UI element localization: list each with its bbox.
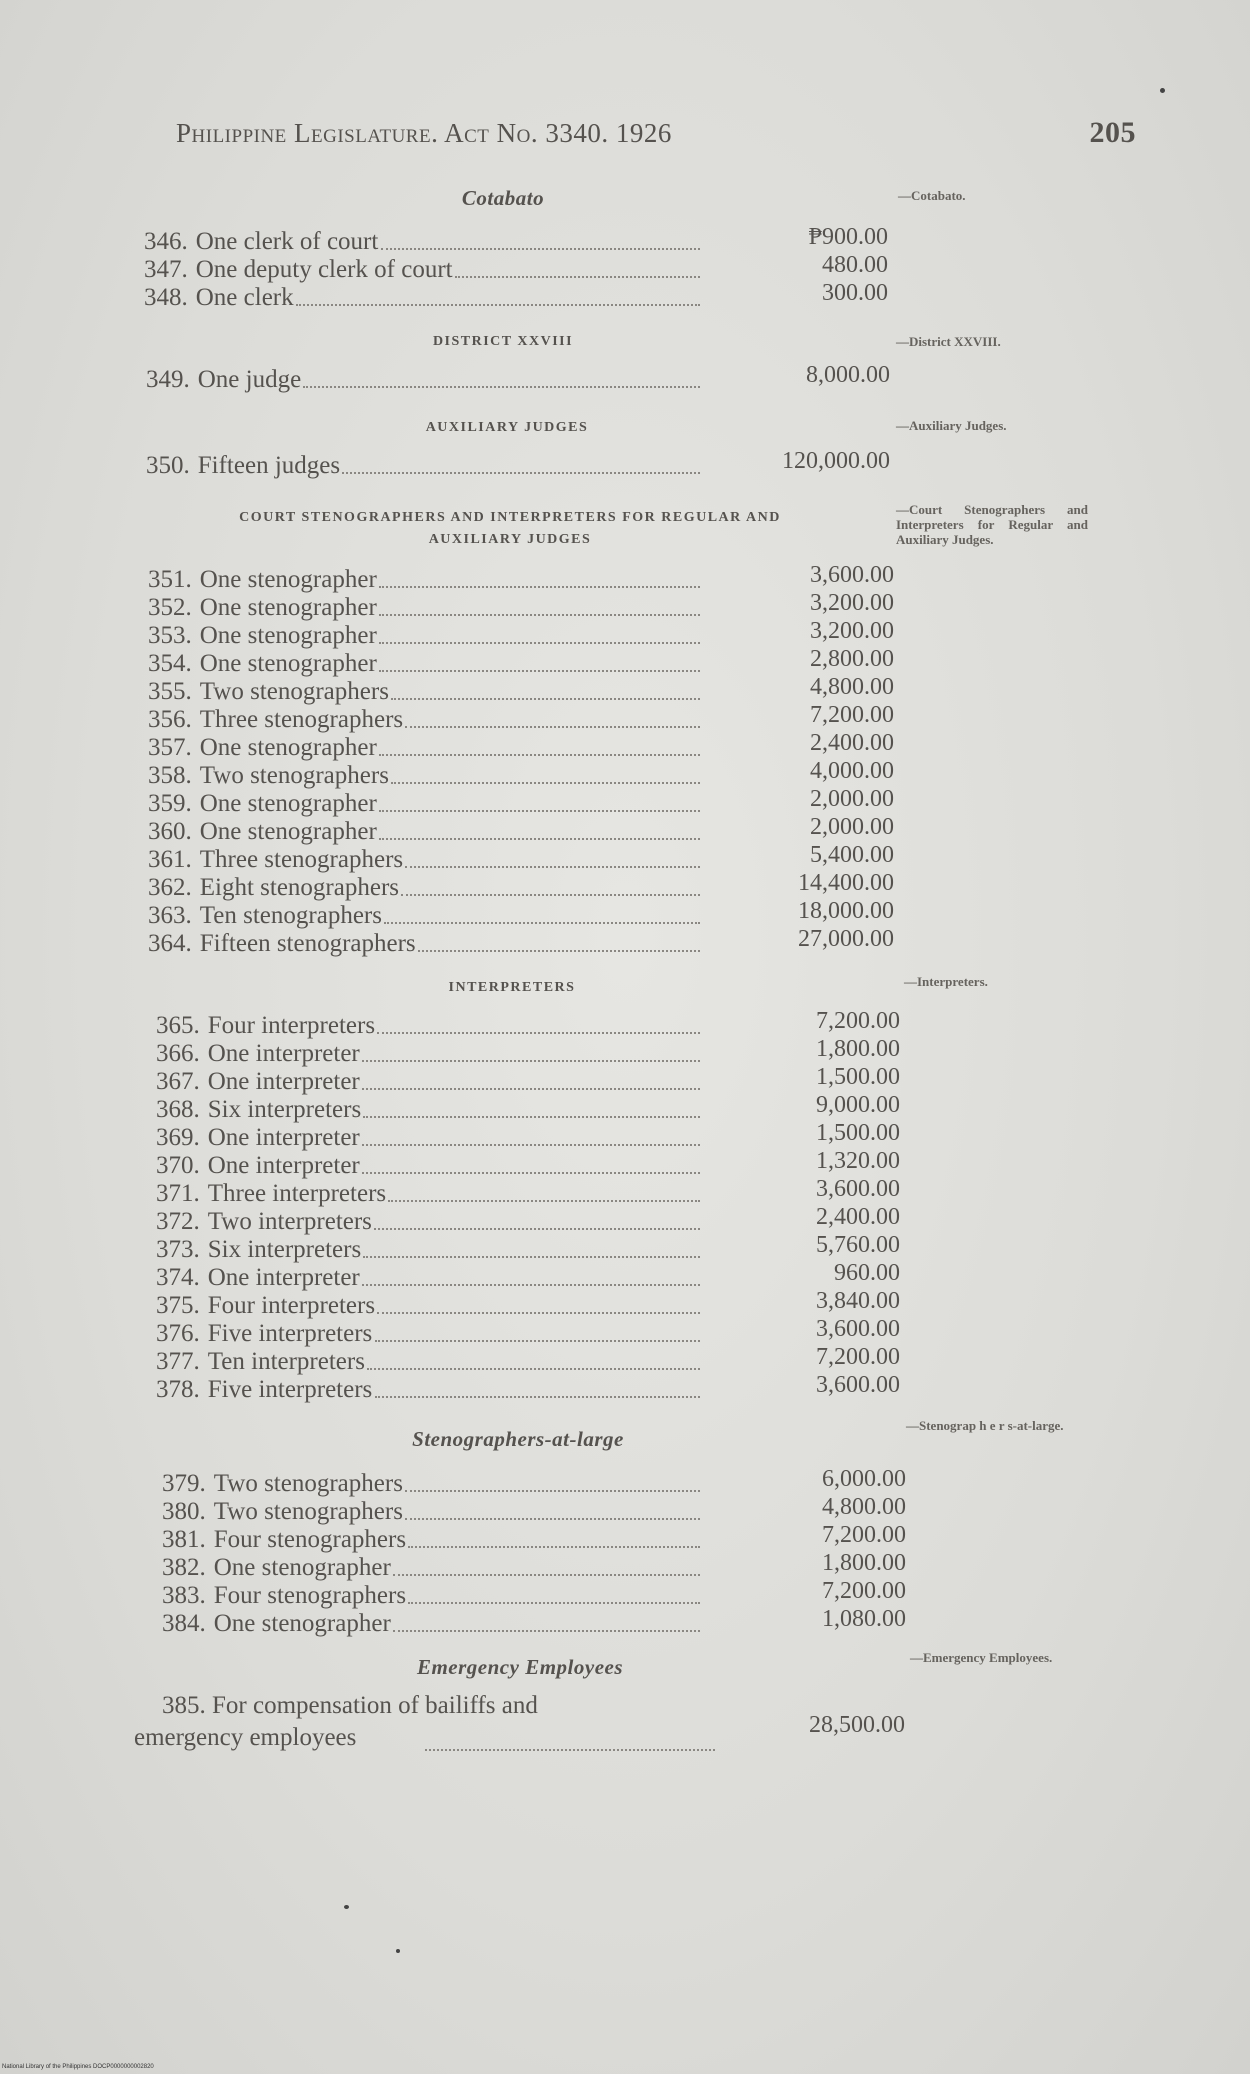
item-amount: 6,000.00 (822, 1466, 906, 1492)
table-row (148, 762, 710, 790)
table-row (156, 1236, 710, 1264)
item-amount: 1,800.00 (816, 1036, 900, 1062)
item-label: One interpreter (207, 1152, 360, 1179)
page-number: 205 (1089, 116, 1136, 149)
item-label: Three interpreters (207, 1180, 387, 1207)
item-number: 367. (156, 1068, 200, 1095)
item-amount: 1,080.00 (822, 1606, 906, 1632)
dot-leader (375, 1396, 700, 1398)
dot-leader (379, 614, 700, 616)
item-label: Four stenographers (213, 1526, 407, 1553)
table-row (148, 566, 710, 594)
heading-line-1: COURT STENOGRAPHERS AND INTERPRETERS FOR REGULAR AND (239, 510, 781, 525)
dot-leader (391, 698, 700, 700)
scan-speck (1160, 88, 1165, 93)
item-label: Four stenographers (213, 1582, 407, 1609)
item-number: 354. (148, 650, 192, 677)
dot-leader (408, 1546, 700, 1548)
dot-leader (379, 670, 700, 672)
table-row (162, 1582, 710, 1610)
item-label: One stenographer (199, 622, 377, 649)
dot-leader (405, 1490, 700, 1492)
section-heading-cotabato: Cotabato (461, 186, 545, 210)
item-amount: 7,200.00 (816, 1344, 900, 1370)
item-label: Three stenographers (199, 706, 404, 733)
item-amount: 7,200.00 (822, 1578, 906, 1604)
item-number: 382. (162, 1554, 206, 1581)
table-row (148, 846, 710, 874)
item-number: 357. (148, 734, 192, 761)
item-amount: 2,400.00 (810, 730, 894, 756)
item-amount: 4,800.00 (822, 1494, 906, 1520)
item-number: 361. (148, 846, 192, 873)
item-label: Eight stenographers (199, 874, 400, 901)
item-number: 366. (156, 1040, 200, 1067)
table-row (156, 1376, 710, 1404)
item-label: Two stenographers (199, 762, 389, 789)
item-number: 365. (156, 1012, 200, 1039)
dot-leader (362, 1088, 700, 1090)
table-row (148, 902, 710, 930)
item-amount: 3,200.00 (810, 618, 894, 644)
item-number: 362. (148, 874, 192, 901)
item-number: 373. (156, 1236, 200, 1263)
dot-leader (405, 866, 700, 868)
dot-leader (303, 386, 700, 388)
item-label: One interpreter (207, 1124, 360, 1151)
table-row (146, 366, 710, 394)
table-row (144, 284, 710, 312)
item-amount: 7,200.00 (822, 1522, 906, 1548)
table-row (156, 1292, 710, 1320)
item-number: 363. (148, 902, 192, 929)
item-label: One stenographer (199, 818, 377, 845)
item-amount: 3,600.00 (816, 1176, 900, 1202)
item-amount: 3,840.00 (816, 1288, 900, 1314)
item-label: One stenographer (199, 650, 377, 677)
table-row (148, 818, 710, 846)
item-number: 374. (156, 1264, 200, 1291)
table-row (156, 1208, 710, 1236)
item-label: One stenographer (199, 566, 377, 593)
item-number: 377. (156, 1348, 200, 1375)
item-label: Six interpreters (207, 1236, 362, 1263)
item-label: One interpreter (207, 1040, 360, 1067)
final-entry-line-1: 385. For compensation of bailiffs and (162, 1692, 538, 1719)
item-number: 380. (162, 1498, 206, 1525)
item-label: One deputy clerk of court (195, 256, 453, 283)
item-label: One interpreter (207, 1068, 360, 1095)
table-row (156, 1348, 710, 1376)
item-amount: 120,000.00 (782, 448, 890, 474)
margin-note-auxiliary: —Auxiliary Judges. (896, 418, 1007, 433)
table-row (148, 874, 710, 902)
dot-leader (377, 1032, 700, 1034)
scan-speck (344, 1905, 349, 1909)
item-label: One clerk (195, 284, 294, 311)
dot-leader (401, 894, 700, 896)
scan-speck (396, 1949, 400, 1953)
table-row (156, 1068, 710, 1096)
dot-leader (405, 1518, 700, 1520)
dot-leader (362, 1144, 700, 1146)
dot-leader (377, 1312, 700, 1314)
dot-leader (455, 276, 700, 278)
item-number: 369. (156, 1124, 200, 1151)
section-heading-auxiliary: AUXILIARY JUDGES (425, 420, 589, 435)
item-amount: 960.00 (834, 1260, 900, 1286)
item-number: 364. (148, 930, 192, 957)
item-amount: ₱900.00 (808, 224, 888, 250)
item-number: 375. (156, 1292, 200, 1319)
dot-leader (363, 1256, 700, 1258)
table-row (156, 1124, 710, 1152)
item-number: 381. (162, 1526, 206, 1553)
item-label: One clerk of court (195, 228, 379, 255)
heading-line-2: AUXILIARY JUDGES (428, 532, 592, 547)
item-number: 352. (148, 594, 192, 621)
item-label: One stenographer (199, 790, 377, 817)
dot-leader (379, 810, 700, 812)
margin-note-emergency: —Emergency Employees. (910, 1650, 1053, 1665)
item-number: 348. (144, 284, 188, 311)
table-row (162, 1470, 710, 1498)
item-number: 370. (156, 1152, 200, 1179)
dot-leader (362, 1284, 700, 1286)
dot-leader (381, 248, 700, 250)
item-number: 378. (156, 1376, 200, 1403)
item-number: 379. (162, 1470, 206, 1497)
item-amount: 3,600.00 (810, 562, 894, 588)
margin-note-court-stenographers: —Court Stenographers and Interpreters for Regular and Auxiliary Judges. (896, 502, 1088, 547)
item-number: 350. (146, 452, 190, 479)
item-label: Two stenographers (199, 678, 389, 705)
item-label: One stenographer (199, 594, 377, 621)
item-amount: 3,200.00 (810, 590, 894, 616)
scan-footer: National Library of the Philippines DOCP0000000002820 (2, 2064, 154, 2070)
dot-leader (362, 1172, 700, 1174)
dot-leader (393, 1574, 700, 1576)
table-row (144, 228, 710, 256)
final-entry-line-2: emergency employees (134, 1724, 357, 1751)
item-amount: 2,800.00 (810, 646, 894, 672)
item-amount: 3,600.00 (816, 1372, 900, 1398)
item-label: Four interpreters (207, 1012, 376, 1039)
section-heading-stenographers-at-large: Stenographers-at-large (412, 1427, 624, 1451)
section-heading-court-stenographers (170, 507, 850, 551)
item-label: One stenographer (199, 734, 377, 761)
dot-leader (391, 782, 700, 784)
item-amount: 2,400.00 (816, 1204, 900, 1230)
table-row (156, 1096, 710, 1124)
dot-leader (408, 1602, 700, 1604)
item-number: 346. (144, 228, 188, 255)
item-number: 371. (156, 1180, 200, 1207)
table-row (148, 734, 710, 762)
item-number: 360. (148, 818, 192, 845)
table-row (162, 1610, 710, 1638)
table-row (144, 256, 710, 284)
table-row (162, 1554, 710, 1582)
running-head (176, 118, 1136, 158)
dot-leader (342, 472, 700, 474)
item-label: One judge (197, 366, 302, 393)
item-label: One interpreter (207, 1264, 360, 1291)
item-number: 383. (162, 1582, 206, 1609)
table-row (148, 790, 710, 818)
item-label: Five interpreters (207, 1376, 373, 1403)
dot-leader (379, 754, 700, 756)
table-row (162, 1498, 710, 1526)
item-amount: 7,200.00 (816, 1008, 900, 1034)
table-row (156, 1320, 710, 1348)
item-label: Ten interpreters (207, 1348, 365, 1375)
dot-leader (384, 922, 700, 924)
dot-leader (296, 304, 700, 306)
item-amount: 300.00 (822, 280, 888, 306)
margin-note-stenographers-at-large: —Stenograp h e r s-at-large. (906, 1418, 1064, 1433)
final-entry-leader (425, 1749, 715, 1751)
item-number: 372. (156, 1208, 200, 1235)
margin-note-interpreters: —Interpreters. (904, 974, 988, 989)
item-amount: 7,200.00 (810, 702, 894, 728)
table-row (156, 1264, 710, 1292)
item-number: 376. (156, 1320, 200, 1347)
item-amount: 8,000.00 (806, 362, 890, 388)
dot-leader (393, 1630, 700, 1632)
section-heading-district: DISTRICT XXVIII (432, 334, 574, 349)
item-amount: 5,400.00 (810, 842, 894, 868)
dot-leader (367, 1368, 700, 1370)
table-row (148, 622, 710, 650)
final-entry-amount: 28,500.00 (809, 1712, 905, 1738)
item-amount: 1,800.00 (822, 1550, 906, 1576)
item-amount: 1,500.00 (816, 1064, 900, 1090)
table-row (156, 1180, 710, 1208)
item-amount: 2,000.00 (810, 786, 894, 812)
item-label: Two interpreters (207, 1208, 372, 1235)
table-row (162, 1526, 710, 1554)
table-row (156, 1152, 710, 1180)
item-label: Two stenographers (213, 1498, 403, 1525)
item-amount: 4,800.00 (810, 674, 894, 700)
item-number: 359. (148, 790, 192, 817)
item-label: Five interpreters (207, 1320, 373, 1347)
table-row (148, 930, 710, 958)
item-number: 356. (148, 706, 192, 733)
item-label: Six interpreters (207, 1096, 362, 1123)
item-amount: 4,000.00 (810, 758, 894, 784)
item-number: 384. (162, 1610, 206, 1637)
margin-note-district: —District XXVIII. (896, 334, 1001, 349)
item-number: 368. (156, 1096, 200, 1123)
item-number: 347. (144, 256, 188, 283)
item-amount: 1,320.00 (816, 1148, 900, 1174)
item-amount: 27,000.00 (798, 926, 894, 952)
item-amount: 2,000.00 (810, 814, 894, 840)
dot-leader (379, 838, 700, 840)
item-label: Three stenographers (199, 846, 404, 873)
dot-leader (374, 1228, 700, 1230)
item-amount: 14,400.00 (798, 870, 894, 896)
item-label: Two stenographers (213, 1470, 403, 1497)
table-row (148, 594, 710, 622)
table-row (156, 1040, 710, 1068)
section-heading-interpreters: INTERPRETERS (448, 980, 576, 995)
item-amount: 480.00 (822, 252, 888, 278)
item-number: 349. (146, 366, 190, 393)
item-number: 353. (148, 622, 192, 649)
dot-leader (379, 586, 700, 588)
item-label: Fifteen judges (197, 452, 341, 479)
item-amount: 3,600.00 (816, 1316, 900, 1342)
page-title: Philippine Legislature. Act No. 3340. 1926 (176, 118, 672, 148)
dot-leader (362, 1060, 700, 1062)
table-row (148, 650, 710, 678)
item-number: 355. (148, 678, 192, 705)
section-heading-emergency: Emergency Employees (416, 1655, 624, 1679)
item-amount: 9,000.00 (816, 1092, 900, 1118)
item-label: Ten stenographers (199, 902, 382, 929)
table-row (156, 1012, 710, 1040)
dot-leader (379, 642, 700, 644)
item-number: 358. (148, 762, 192, 789)
item-number: 351. (148, 566, 192, 593)
item-label: One stenographer (213, 1610, 391, 1637)
dot-leader (375, 1340, 700, 1342)
item-amount: 5,760.00 (816, 1232, 900, 1258)
dot-leader (363, 1116, 700, 1118)
item-label: Four interpreters (207, 1292, 376, 1319)
item-amount: 1,500.00 (816, 1120, 900, 1146)
dot-leader (388, 1200, 700, 1202)
table-row (148, 678, 710, 706)
margin-note-cotabato: —Cotabato. (898, 188, 966, 203)
dot-leader (405, 726, 700, 728)
table-row (148, 706, 710, 734)
item-label: One stenographer (213, 1554, 391, 1581)
item-amount: 18,000.00 (798, 898, 894, 924)
dot-leader (418, 950, 700, 952)
table-row (146, 452, 710, 480)
item-label: Fifteen stenographers (199, 930, 416, 957)
